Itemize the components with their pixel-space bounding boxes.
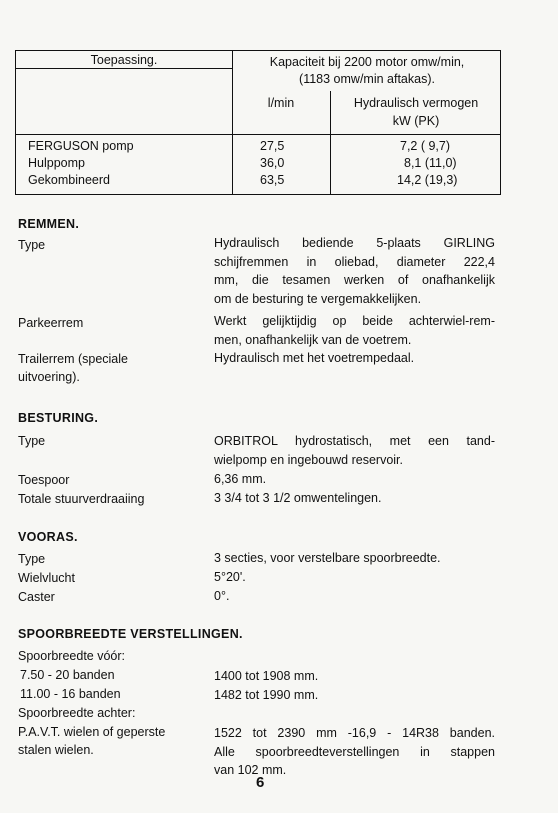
text-line: P.A.V.T. wielen of geperste: [18, 725, 166, 739]
page-number: 6: [256, 774, 265, 791]
stuurverdraaiing-value: 3 3/4 tot 3 1/2 omwentelingen.: [214, 491, 382, 505]
section-heading-besturing: BESTURING.: [18, 411, 99, 425]
besturing-type-value: [214, 432, 495, 469]
spoor-voor-label: Spoorbreedte vóór:: [18, 649, 126, 663]
text-line: 1522 tot 2390 mm -16,9 - 14R38 banden.: [214, 726, 495, 740]
spoor-pavt-label: [18, 723, 165, 759]
section-heading-remmen: REMMEN.: [18, 217, 80, 231]
parkeerrem-value: [214, 312, 495, 349]
row-power: 7,2 ( 9,7): [400, 139, 451, 153]
row-name: FERGUSON pomp: [28, 139, 134, 153]
spoor-achter-label: Spoorbreedte achter:: [18, 706, 136, 720]
caster-value: 0°.: [214, 589, 230, 603]
besturing-type-label: Type: [18, 434, 46, 448]
row-lmin: 27,5: [260, 139, 285, 153]
row-lmin: 63,5: [260, 173, 285, 187]
table-row: [16, 173, 500, 190]
text-line: om de besturing te vergemakkelijken.: [214, 291, 422, 306]
toespoor-label: Toespoor: [18, 473, 70, 487]
col-header-lmin: l/min: [267, 96, 295, 110]
vooras-type-label: Type: [18, 552, 46, 566]
wielvlucht-value: 5°20'.: [214, 570, 246, 584]
text-line: wielpomp en ingebouwd reservoir.: [214, 452, 403, 467]
row-name: Gekombineerd: [28, 173, 110, 187]
text-line: Alle spoorbreedteverstellingen in stappen: [214, 744, 495, 759]
remmen-type-label: Type: [18, 238, 46, 252]
row-name: Hulppomp: [28, 156, 85, 170]
col-header-kapaciteit-1: Kapaciteit bij 2200 motor omw/min,: [269, 55, 465, 69]
row-lmin: 36,0: [260, 156, 285, 170]
col-header-hydr-1: Hydraulisch vermogen: [353, 96, 479, 110]
text-line: mm, die tesamen werken of onafhankelijk: [214, 273, 495, 287]
row-power: 14,2 (19,3): [397, 173, 458, 187]
col-header-kapaciteit-2: (1183 omw/min aftakas).: [299, 72, 435, 86]
text-line: van 102 mm.: [214, 763, 287, 777]
spoor-r2-value: 1482 tot 1990 mm.: [214, 688, 319, 702]
section-heading-vooras: VOORAS.: [18, 530, 78, 544]
vooras-type-value: 3 secties, voor verstelbare spoorbreedte.: [214, 551, 441, 565]
text-line: Werkt gelijktijdig op beide achterwiel-rem-: [214, 314, 495, 328]
remmen-type-value: [214, 234, 495, 308]
stuurverdraaiing-label: Totale stuurverdraaiing: [18, 492, 145, 506]
text-line: schijfremmen in oliebad, diameter 222,4: [214, 254, 495, 269]
text-line: Trailerrem (speciale: [18, 352, 128, 366]
text-line: ORBITROL hydrostatisch, met een tand-: [214, 434, 495, 448]
col-header-toepassing: Toepassing.: [90, 53, 158, 67]
text-line: Hydraulisch bediende 5-plaats GIRLING: [214, 236, 495, 250]
spoor-r1-label: 7.50 - 20 banden: [20, 668, 115, 682]
table-row: [16, 156, 500, 173]
text-line: stalen wielen.: [18, 743, 94, 757]
spoor-r2-label: 11.00 - 16 banden: [20, 687, 121, 701]
row-power: 8,1 (11,0): [404, 156, 457, 170]
capacity-table: [15, 50, 501, 195]
section-heading-spoorbreedte: SPOORBREEDTE VERSTELLINGEN.: [18, 627, 243, 641]
trailerrem-value: Hydraulisch met het voetrempedaal.: [214, 351, 415, 365]
toespoor-value: 6,36 mm.: [214, 472, 267, 486]
caster-label: Caster: [18, 590, 55, 604]
col-header-hydr-2: kW (PK): [392, 114, 440, 128]
wielvlucht-label: Wielvlucht: [18, 571, 75, 585]
table-row: [16, 139, 500, 156]
parkeerrem-label: Parkeerrem: [18, 316, 84, 330]
text-line: uitvoering).: [18, 370, 80, 384]
trailerrem-label: [18, 350, 128, 386]
spoor-pavt-value: [214, 724, 495, 780]
spoor-r1-value: 1400 tot 1908 mm.: [214, 669, 319, 683]
text-line: men, onafhankelijk van de voetrem.: [214, 332, 412, 347]
